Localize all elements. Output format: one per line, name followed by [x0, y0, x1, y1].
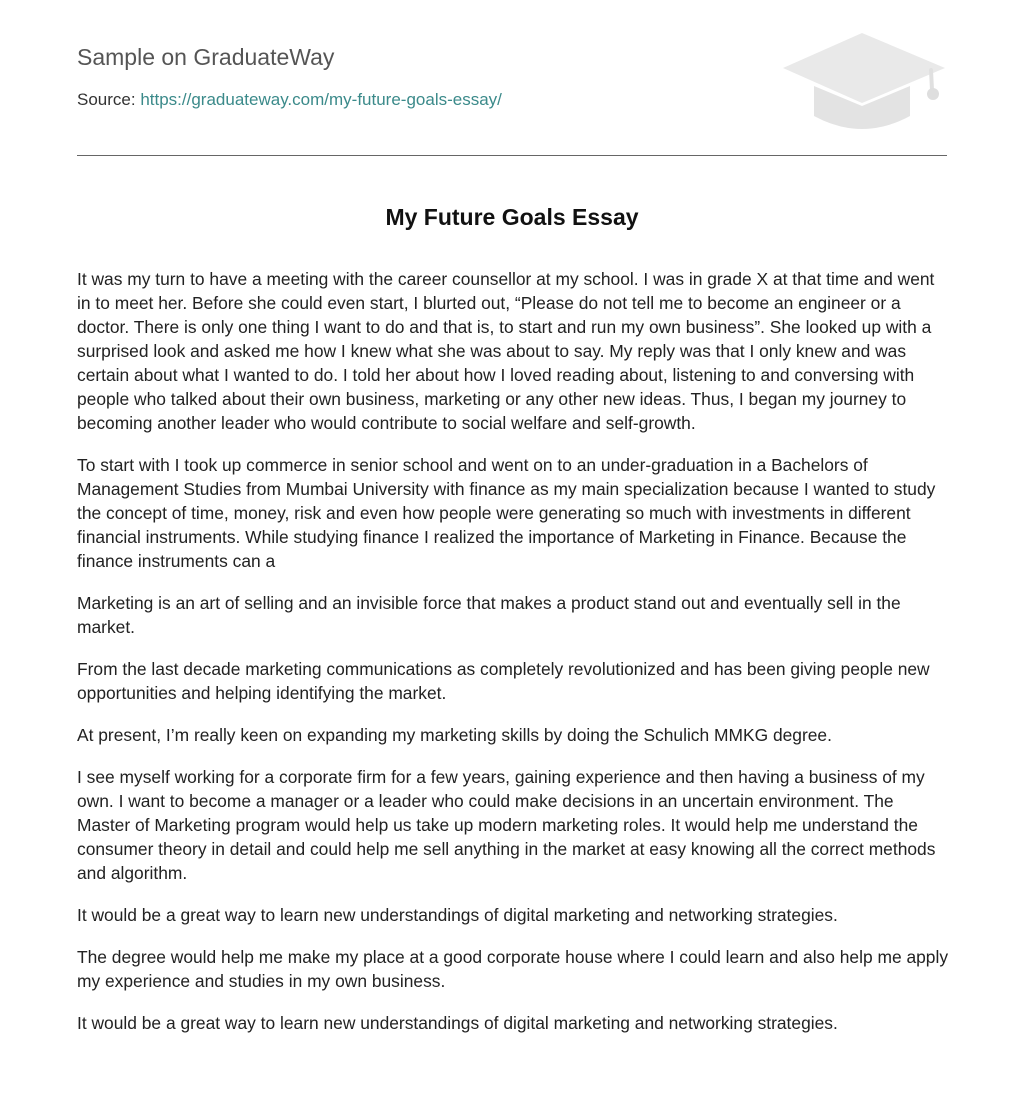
source-line	[77, 90, 502, 110]
essay-paragraph: Marketing is an art of selling and an invisible force that makes a product stand out and eventually sell in the market.	[77, 593, 901, 637]
site-title: Sample on GraduateWay	[77, 44, 335, 70]
source-link[interactable]: https://graduateway.com/my-future-goals-essay/	[140, 90, 502, 109]
essay-paragraph: It was my turn to have a meeting with the career counsellor at my school. I was in grade X at that time and went in to meet her. Before she could even start, I blurted out, “Please do not tell me to become an engineer or a doctor. There is only one thing I want to do and that is, to start and run my own business”. She looked up with a surprised look and asked me how I knew what she was about to say. My reply was that I only knew and was certain about what I wanted to do. I told her about how I loved reading about, listening to and conversing with people who talked about their own business, marketing or any other new ideas. Thus, I began my journey to becoming another leader who would contribute to social welfare and self-growth.	[77, 269, 935, 433]
header-divider	[77, 155, 947, 156]
essay-paragraph: It would be a great way to learn new understandings of digital marketing and networking strategies.	[77, 1013, 838, 1033]
essay-paragraph: It would be a great way to learn new understandings of digital marketing and networking strategies.	[77, 905, 838, 925]
essay-paragraph: At present, I’m really keen on expanding my marketing skills by doing the Schulich MMKG degree.	[77, 725, 832, 745]
essay-body	[77, 267, 951, 1053]
essay-paragraph: From the last decade marketing communications as completely revolutionized and has been giving people new opportunities and helping identifying the market.	[77, 659, 930, 703]
essay-paragraph: To start with I took up commerce in senior school and went on to an under-graduation in a Bachelors of Management Studies from Mumbai University with finance as my main specialization because I wanted to study the concept of time, money, risk and even how people were generating so much with investments in different financial instruments. While studying finance I realized the importance of Marketing in Finance. Because the finance instruments can a	[77, 455, 936, 571]
graduation-cap-icon	[781, 30, 947, 132]
essay-paragraph: I see myself working for a corporate firm for a few years, gaining experience and then having a business of my own. I want to become a manager or a leader who could make decisions in an uncertain environment. The Master of Marketing program would help us take up modern marketing roles. It would help me understand the consumer theory in detail and could help me sell anything in the market at easy knowing all the correct methods and algorithm.	[77, 767, 936, 883]
page-header	[77, 0, 947, 156]
essay-paragraph: The degree would help me make my place at a good corporate house where I could learn and also help me apply my experience and studies in my own business.	[77, 947, 949, 991]
source-label: Source:	[77, 90, 136, 109]
essay-title: My Future Goals Essay	[385, 204, 639, 230]
